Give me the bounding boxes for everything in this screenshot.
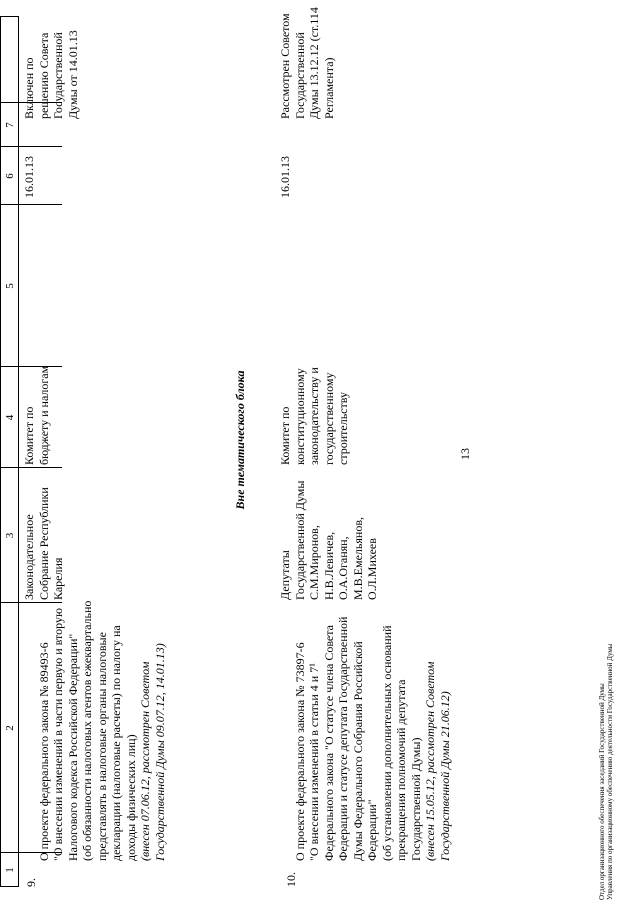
decision: Включен по решению Совета Государственной Думы от 14.01.13 (22, 30, 80, 119)
col-header-5: 5 (4, 283, 16, 289)
bill-text: О проекте федерального закона № 73897-6 "О внесении изменений в статьи 4 и 7¹ Федерального закона "О статусе члена Совета Федерации и статусе депутата Государственной Думы Федерального Собрания Российской Федерации" (об установлении дополнительных оснований прекращения полномочий депутата Государственной Думы) (292, 616, 423, 861)
bill-description (22, 599, 182, 861)
col-header-4: 4 (4, 414, 16, 421)
row-number: 10. (284, 872, 298, 887)
bill-description (278, 599, 467, 861)
col-header-3: 3 (4, 532, 16, 539)
footer-line-1: Отдел организационного обеспечения заседаний Государственной Думы (598, 683, 606, 900)
header-top-border (0, 17, 1, 887)
bill-text: О проекте федерального закона № 89493-6 "О внесении изменений в части первую и вторую Налогового кодекса Российской Федерации" (об обязанности налоговых агентов ежеквартально представлять в налоговые органы налоговые декларации (налоговые расчеты) по налогу на доходы физических лиц) (36, 600, 138, 861)
decision: Рассмотрен Советом Государственной Думы 13.12.12 (ст.114 Регламента) (278, 7, 336, 119)
page-number: 13 (458, 448, 472, 460)
footer-line-2: Управления по организационному обеспечению деятельности Государственной Думы (606, 643, 614, 900)
col-header-7: 7 (4, 122, 16, 128)
committee: Комитет по бюджету и налогам (22, 365, 51, 465)
col-header-1: 1 (4, 867, 16, 873)
footer (598, 480, 614, 900)
initiator: Законодательное Собрание Республики Карелия (22, 487, 65, 600)
date: 16.01.13 (22, 156, 36, 198)
initiator: Депутаты Государственной Думы С.М.Миронов, Н.В.Левичев, О.А.Оганян, М.В.Емельянов, О.Л.Михеев (278, 480, 379, 600)
col-header-2: 2 (4, 725, 16, 731)
row-number: 9. (24, 878, 38, 887)
col-divider (0, 16, 19, 17)
bill-note: (внесен 15.05.12, рассмотрен Советом Государственной Думы 21.06.12) (423, 661, 452, 861)
header-bottom-border (18, 17, 19, 887)
bill-note: (внесен 07.06.12, рассмотрен Советом Государственной Думы 09.07.12, 14.01.13) (138, 643, 167, 861)
section-heading: Вне тематического блока (233, 370, 247, 510)
col-header-6: 6 (4, 173, 16, 179)
committee: Комитет по конституционному законодательству и государственному строительству (278, 367, 350, 465)
date: 16.01.13 (278, 156, 292, 198)
